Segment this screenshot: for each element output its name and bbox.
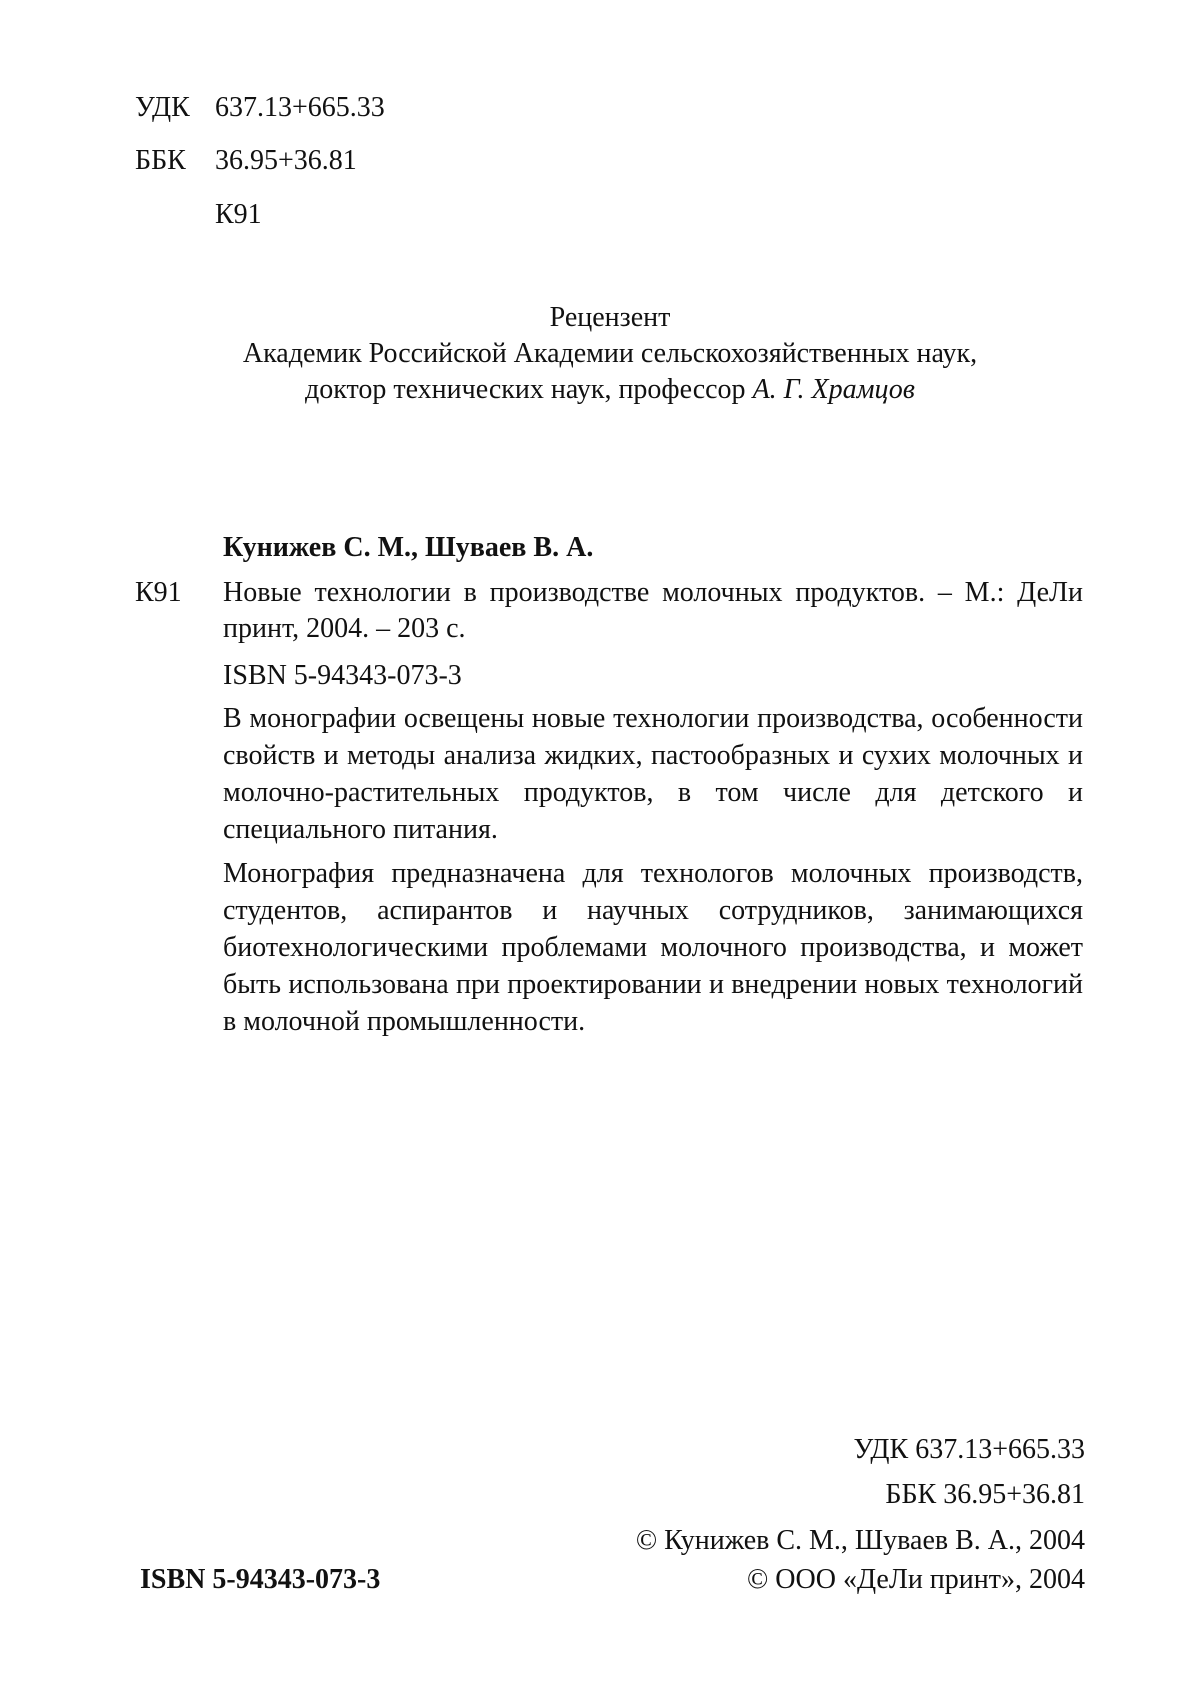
bbk-value: 36.95+36.81 xyxy=(215,145,357,176)
footer-bbk: ББК 36.95+36.81 xyxy=(885,1479,1085,1510)
abstract-paragraph: В монографии освещены новые технологии производства, особенности свойств и методы анализа жидких, пастообразных и сухих молочных и молочно-растительных продуктов, в том числе для детского и специального питания. xyxy=(223,703,1083,845)
udk-row xyxy=(135,90,385,126)
footer-copyright-authors: © Кунижев С. М., Шуваев В. А., 2004 xyxy=(635,1525,1085,1556)
author-mark-entry: К91 xyxy=(135,577,182,608)
author-mark-top: К91 xyxy=(215,199,262,230)
audience-paragraph: Монография предназначена для технологов молочных производств, студентов, аспирантов и научных сотрудников, занимающихся биотехнологическими проблемами молочного производства, и может быть использована при проектировании и внедрении новых технологий в молочной промышленности. xyxy=(223,858,1083,1037)
reviewer-line-2-prefix: доктор технических наук, профессор xyxy=(305,374,753,405)
reviewer-name: А. Г. Храмцов xyxy=(752,374,915,405)
isbn-entry: ISBN 5-94343-073-3 xyxy=(223,660,462,691)
bbk-row xyxy=(135,143,357,179)
reviewer-line-2 xyxy=(150,372,1070,408)
udk-label: УДК xyxy=(135,92,190,123)
footer-isbn: ISBN 5-94343-073-3 xyxy=(140,1564,381,1595)
footer-copyright-publisher: © ООО «ДеЛи принт», 2004 xyxy=(747,1564,1085,1595)
reviewer-block xyxy=(150,300,1070,408)
reviewer-heading: Рецензент xyxy=(549,302,671,333)
footer-udk: УДК 637.13+665.33 xyxy=(853,1434,1085,1465)
title-entry: Новые технологии в производстве молочных продуктов. – М.: ДеЛи принт, 2004. – 203 с. xyxy=(223,577,1083,644)
authors: Кунижев С. М., Шуваев В. А. xyxy=(223,532,594,563)
reviewer-line-1: Академик Российской Академии сельскохозяйственных наук, xyxy=(242,338,978,369)
bbk-label: ББК xyxy=(135,145,186,176)
udk-value: 637.13+665.33 xyxy=(215,92,385,123)
